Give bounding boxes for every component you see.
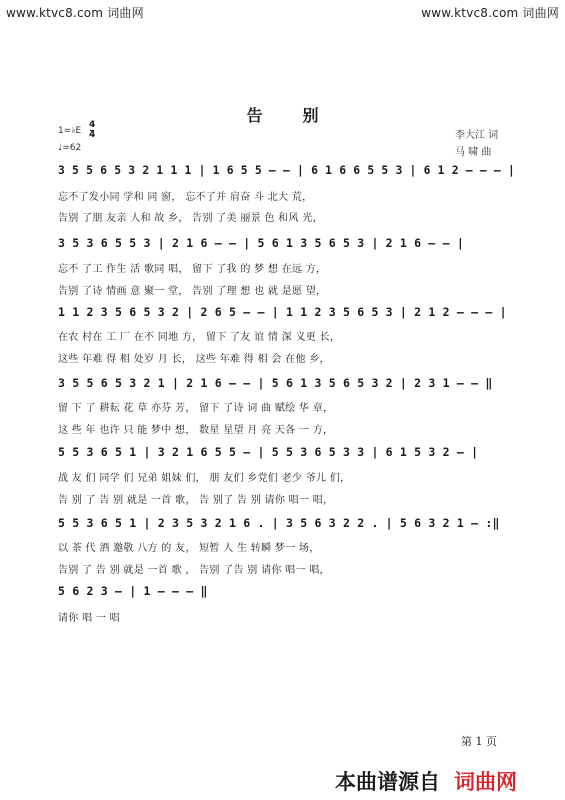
- source-footer: [335, 766, 517, 796]
- song-title: 告别: [246, 106, 359, 125]
- lyric-line-1-verse-1: 忘不了发小同 学和 同 窗， 忘不了并 肩奋 斗 北大 荒，: [58, 192, 313, 203]
- lyric-line-3-verse-1: 在农 村在 工 厂 在不 同地 方， 留下 了友 谊 情 深 义更 长，: [58, 332, 341, 343]
- lyric-line-6-verse-1: 以 茶 代 酒 邀敬 八方 的 友， 短暂 人 生 转瞬 梦一 场，: [58, 543, 320, 554]
- lyric-line-2-verse-1: 忘不 了工 作生 活 歌同 唱， 留下 了我 的 梦 想 在远 方，: [58, 264, 327, 275]
- tempo-mark: ♩=62: [58, 143, 82, 153]
- lyric-line-1-verse-2: 告别 了朋 友亲 人和 故 乡， 告别 了美 丽景 色 和风 光，: [58, 213, 323, 224]
- watermark-left: www.ktvc8.com 词曲网: [6, 6, 144, 20]
- composer-credit: 马 啸 曲: [455, 147, 492, 158]
- time-signature: [89, 121, 95, 140]
- lyric-line-6-verse-2: 告别 了 告 别 就是 一首 歌 ， 告别 了告 别 请你 唱一 唱，: [58, 565, 330, 576]
- notation-line-7: 5 6 2 3 – | 1 – – – ‖: [58, 584, 208, 598]
- notation-line-3: 1 1 2 3 5 6 5 3 2 | 2 6 5 – – | 1 1 2 3 5 6 5 3 | 2 1 2 – – – |: [58, 305, 507, 319]
- notation-line-6: 5 5 3 6 5 1 | 2 3 5 3 2 1 6 . | 3 5 6 3 2 2 . | 5 6 3 2 1 – :‖: [58, 516, 500, 530]
- notation-line-1: 3 5 5 6 5 3 2 1 1 1 | 1 6 5 5 – – | 6 1 6 6 5 5 3 | 6 1 2 – – – |: [58, 163, 516, 177]
- lyric-line-4-verse-2: 这 些 年 也许 只 能 梦中 想， 数星 星望 月 亮 天各 一 方，: [58, 425, 334, 436]
- time-signature-top: 4: [89, 120, 96, 130]
- notation-line-5: 5 5 3 6 5 1 | 3 2 1 6 5 5 – | 5 5 3 6 5 3 3 | 6 1 5 3 2 – |: [58, 445, 479, 459]
- notation-line-4: 3 5 5 6 5 3 2 1 | 2 1 6 – – | 5 6 1 3 5 6 5 3 2 | 2 3 1 – – ‖: [58, 376, 493, 390]
- lyric-line-3-verse-2: 这些 年难 得 相 处岁 月 长， 这些 年难 得 相 会 在他 乡，: [58, 354, 330, 365]
- key-signature: 1=♭E: [58, 126, 82, 136]
- lyric-line-5-verse-1: 战 友 们 同学 们 兄弟 姐妹 们， 朋 友们 乡党们 老少 爷儿 们，: [58, 473, 351, 484]
- page-number: 第 1 页: [461, 735, 497, 748]
- time-signature-bottom: 4: [89, 130, 96, 140]
- source-footer-site: 词曲网: [454, 770, 517, 794]
- lyric-line-5-verse-2: 告 别 了 告 别 就是 一首 歌， 告 别了 告 别 请你 唱一 唱，: [58, 495, 334, 506]
- notation-line-2: 3 5 3 6 5 5 3 | 2 1 6 – – | 5 6 1 3 5 6 5 3 | 2 1 6 – – |: [58, 236, 465, 250]
- source-footer-prefix: 本曲谱源自: [335, 770, 440, 794]
- lyric-line-2-verse-2: 告别 了诗 情画 意 聚一 堂， 告别 了理 想 也 就 是愿 望，: [58, 286, 327, 297]
- lyric-line-7-verse-1: 请你 唱 一 唱: [58, 613, 120, 624]
- watermark-right: www.ktvc8.com 词曲网: [421, 6, 559, 20]
- lyricist-credit: 李大江 词: [455, 130, 499, 141]
- lyric-line-4-verse-1: 留 下 了 耕耘 花 草 亦芬 芳， 留下 了诗 词 曲 赋绘 华 章，: [58, 403, 334, 414]
